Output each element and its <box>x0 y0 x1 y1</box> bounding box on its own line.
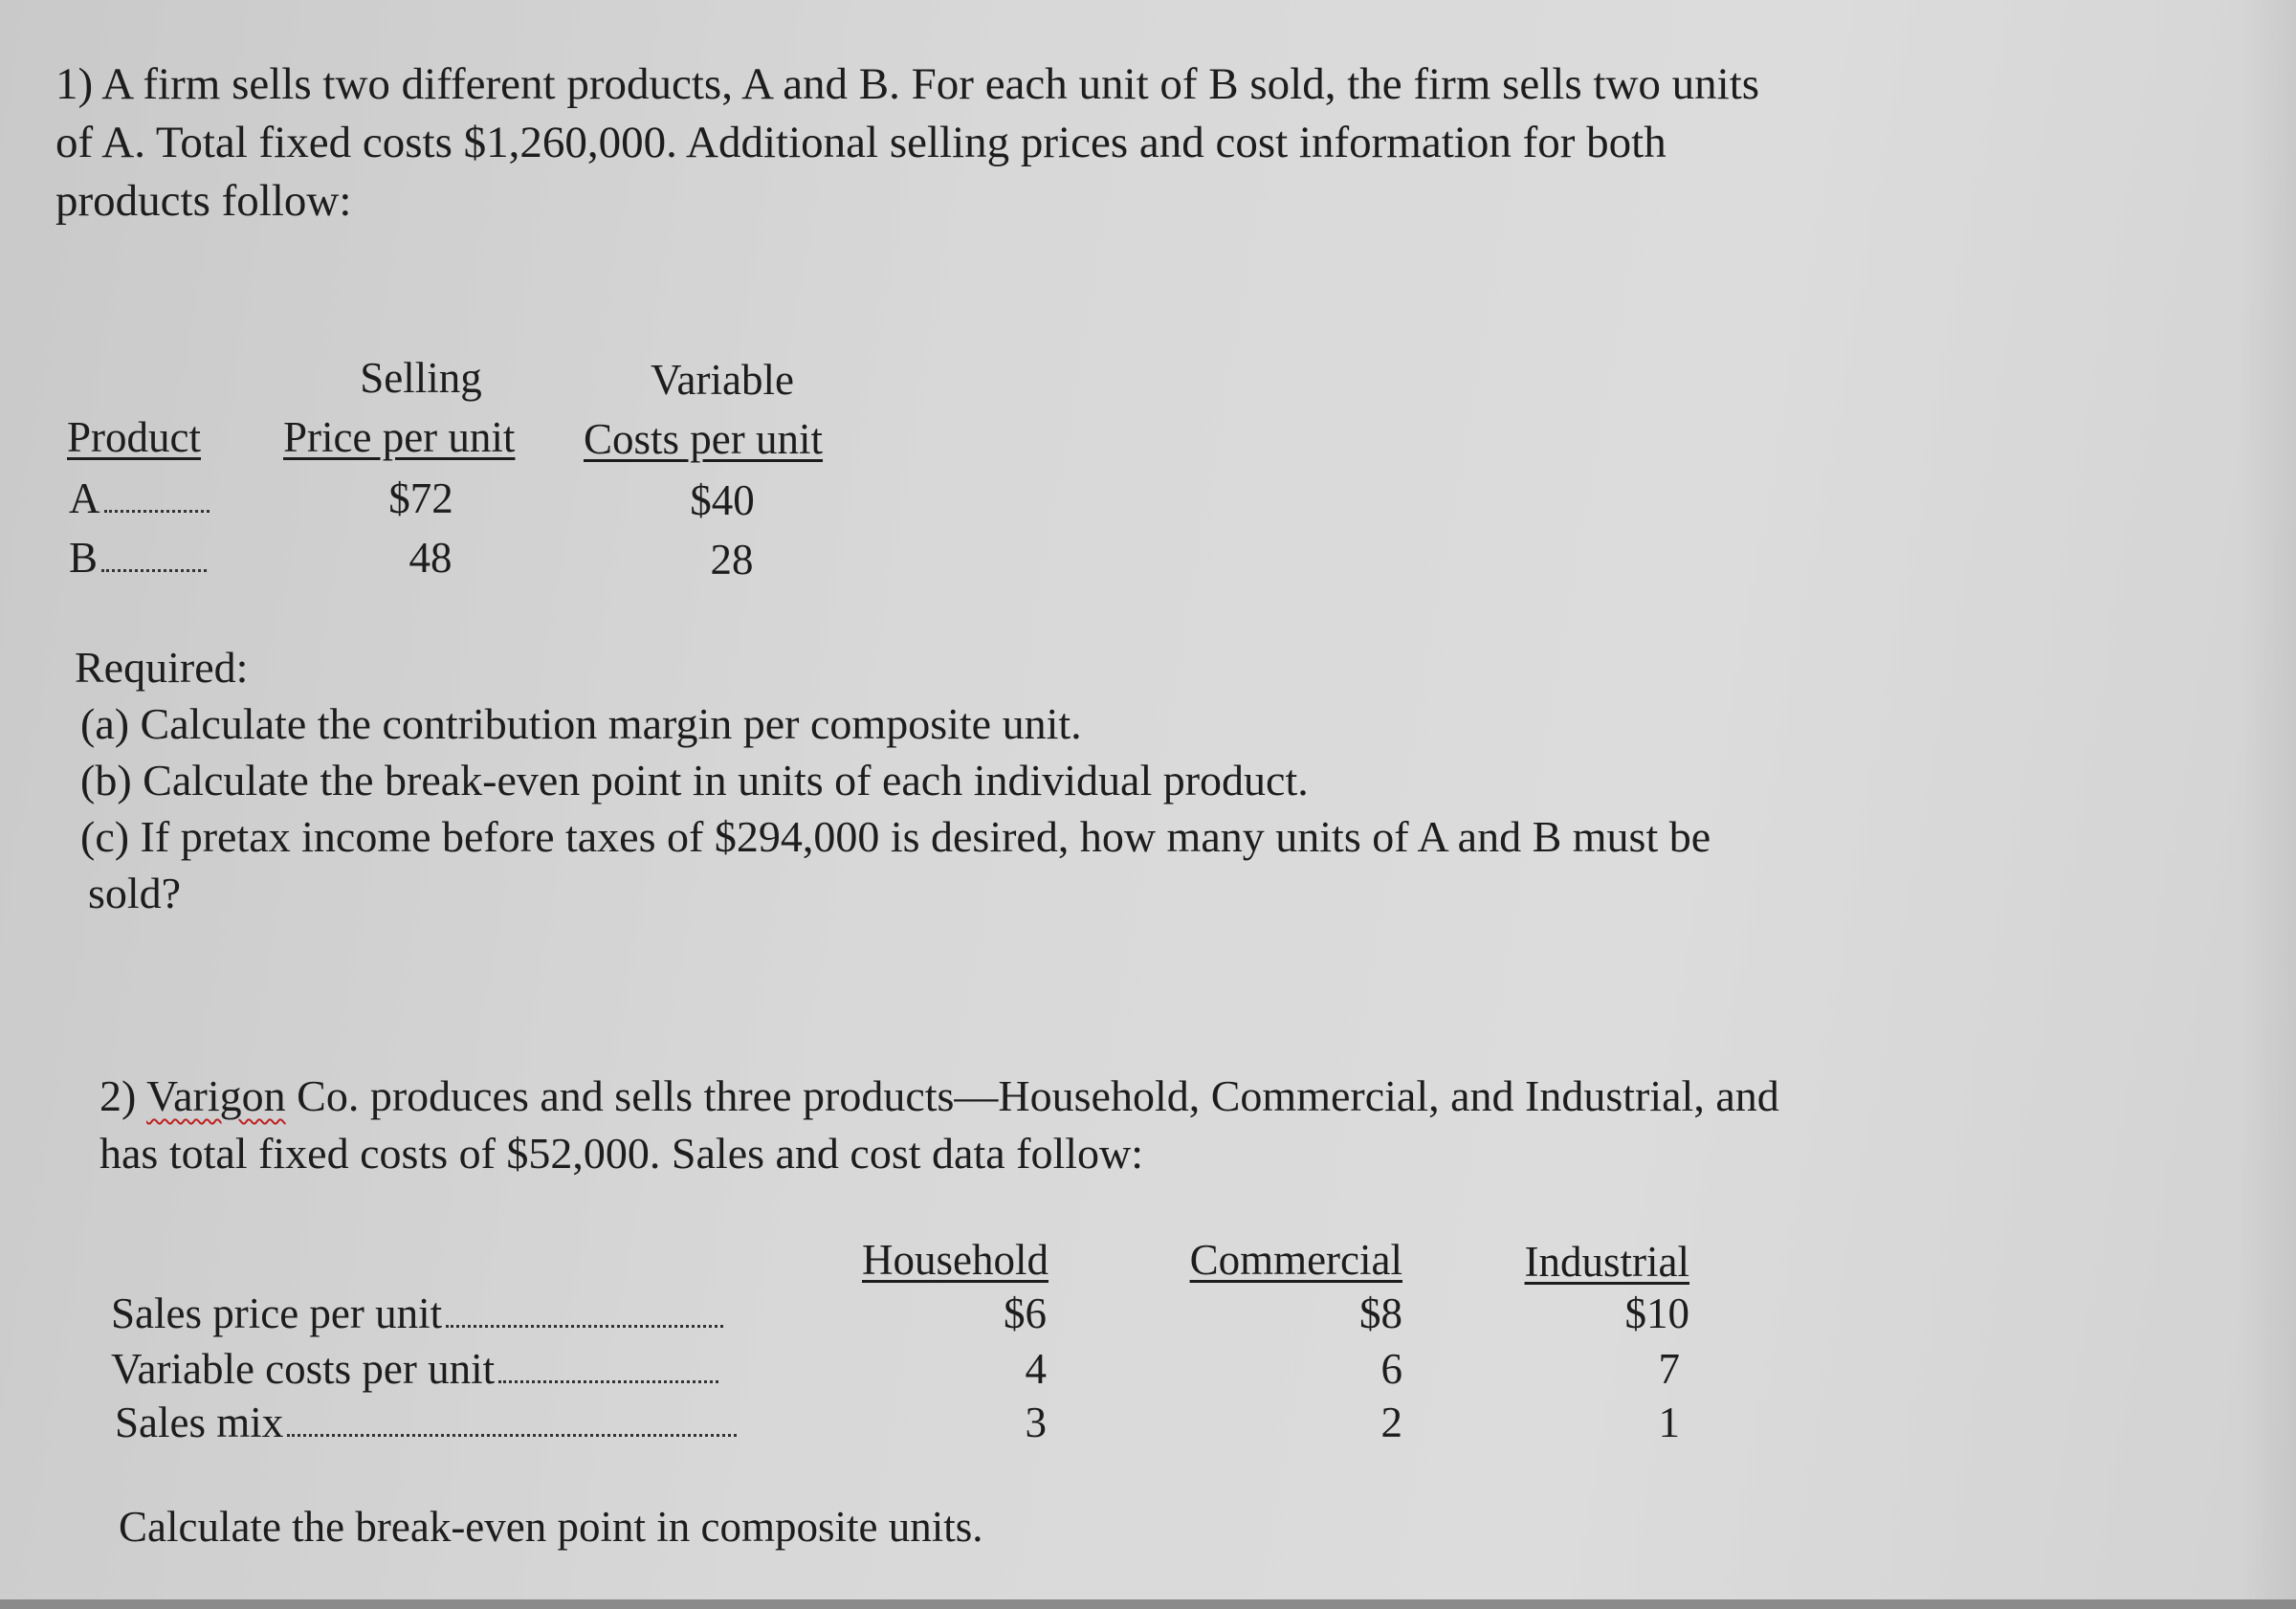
q2-intro-rest: Co. produces and sells three products—Household, Commercial, and Industrial, and <box>285 1071 1779 1120</box>
value-household: 3 <box>1025 1399 1047 1446</box>
q1-intro <box>55 55 1759 231</box>
value-commercial: 2 <box>1380 1399 1402 1446</box>
row-label-text: Variable costs per unit <box>111 1345 496 1393</box>
header-price: Price per unit <box>283 413 516 461</box>
row-product <box>69 473 210 524</box>
q2-question: Calculate the break-even point in composite units. <box>119 1503 983 1551</box>
required-item: (b) Calculate the break-even point in units of each individual product. <box>80 756 1309 804</box>
required-item: (a) Calculate the contribution margin per composite unit. <box>80 699 1082 748</box>
row-product <box>69 532 207 584</box>
row-label-text: Sales mix <box>115 1399 284 1446</box>
required-item: sold? <box>88 869 182 917</box>
q1-intro-line: 1) A firm sells two different products, A and B. For each unit of B sold, the firm sells two units <box>55 59 1760 109</box>
value-industrial: $10 <box>1624 1289 1689 1337</box>
q1-required <box>75 639 1711 921</box>
row-cost: 28 <box>710 536 754 584</box>
dot-leader <box>446 1325 723 1328</box>
required-item: (c) If pretax income before taxes of $294,000 is desired, how many units of A and B must be <box>80 812 1711 861</box>
q2-intro-line: has total fixed costs of $52,000. Sales and cost data follow: <box>99 1129 1144 1178</box>
required-label: Required: <box>75 643 249 692</box>
row-cost: $40 <box>690 476 755 524</box>
row-product-label: A <box>69 474 100 522</box>
q1-intro-line: of A. Total fixed costs $1,260,000. Additional selling prices and cost information for both <box>55 118 1667 167</box>
value-commercial: $8 <box>1359 1289 1402 1337</box>
row-price: 48 <box>408 534 453 582</box>
value-commercial: 6 <box>1380 1345 1402 1393</box>
page-edge-shadow <box>2239 0 2296 1609</box>
col-commercial: Commercial <box>1189 1236 1402 1284</box>
value-industrial: 7 <box>1658 1345 1680 1393</box>
row-product-label: B <box>69 534 99 582</box>
col-household: Household <box>862 1236 1049 1284</box>
company-name: Varigon <box>146 1071 286 1120</box>
dot-leader <box>287 1434 737 1437</box>
q2-number: 2) <box>99 1071 146 1120</box>
dot-leader <box>101 569 207 572</box>
header-selling: Selling <box>360 354 482 402</box>
value-industrial: 1 <box>1658 1399 1680 1446</box>
row-price: $72 <box>388 474 453 522</box>
dot-leader <box>498 1380 718 1383</box>
col-industrial: Industrial <box>1524 1238 1689 1286</box>
q2-intro-line <box>99 1068 1779 1125</box>
row-label <box>115 1397 737 1448</box>
row-label <box>111 1343 718 1395</box>
header-variable: Variable <box>651 356 794 404</box>
bottom-border <box>0 1599 2296 1609</box>
row-label-text: Sales price per unit <box>111 1289 443 1337</box>
row-label <box>111 1288 723 1339</box>
dot-leader <box>104 510 210 513</box>
value-household: $6 <box>1004 1289 1047 1337</box>
header-costs: Costs per unit <box>584 415 824 463</box>
value-household: 4 <box>1025 1345 1047 1393</box>
q2-intro <box>99 1068 1779 1182</box>
q1-intro-line: products follow: <box>55 176 352 226</box>
header-product: Product <box>67 413 201 461</box>
